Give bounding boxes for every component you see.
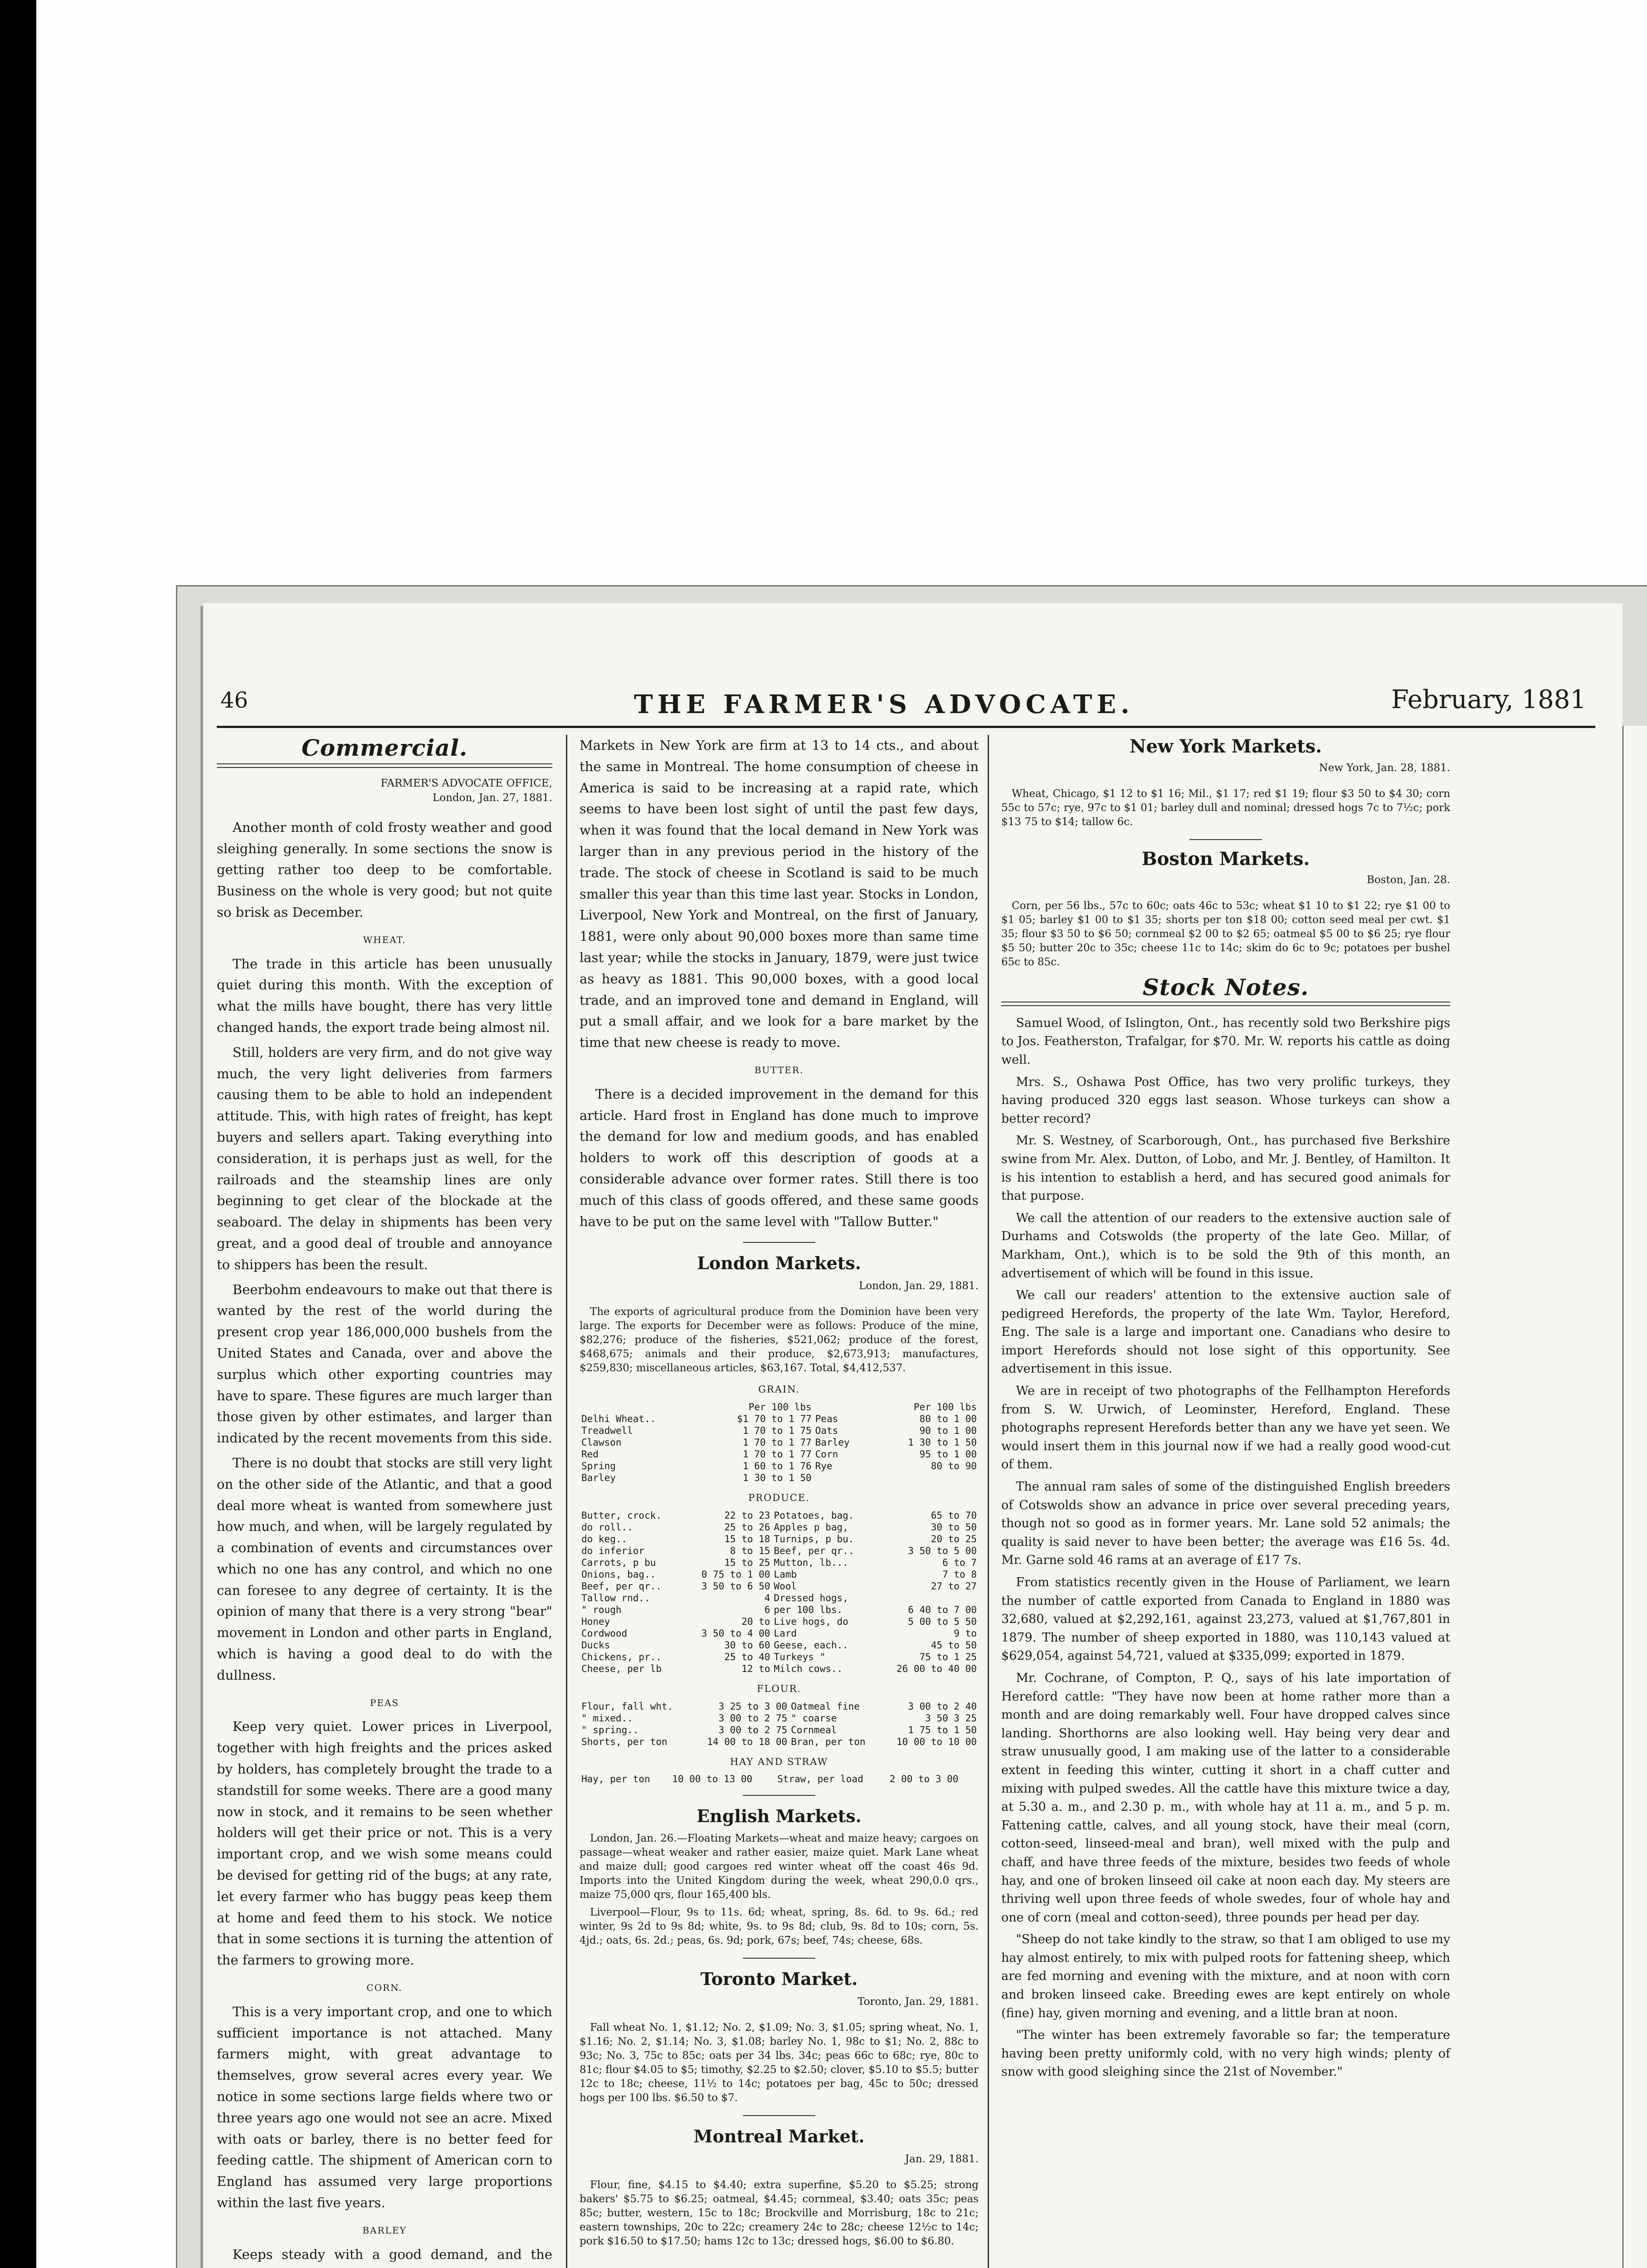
stock-note-paragraph: We call the attention of our readers to the extensive auction sale of Durhams and Cotswolds (the property of the late Geo. Millar, of Markham, Ont.), which is to be sold the 9th of this month, an advertisement of which will be found in this issue.	[1001, 1211, 1450, 1281]
section-rule	[1189, 839, 1262, 840]
dateline-date: London, Jan. 27, 1881.	[432, 792, 552, 804]
table-cell: 3 00 to 2 75	[718, 1712, 788, 1724]
table-cell: Beef, per qr..	[774, 1545, 854, 1556]
title-rule	[217, 763, 552, 768]
section-rule	[743, 1958, 815, 1959]
table-cell	[875, 1592, 979, 1604]
stock-note-paragraph: We are in receipt of two photographs of the Fellhampton Herefords from S. W. Urwich, of Leominster, Hereford, England. These photographs represent Herefords better than any we have yet seen. We would insert them in this journal now if we had a really good wood-cut of them.	[1001, 1384, 1450, 1472]
table-cell: 4	[764, 1592, 770, 1603]
masthead: THE FARMER'S ADVOCATE.	[634, 689, 1134, 719]
table-cell: 20 to	[741, 1616, 770, 1627]
stock-note-paragraph: "The winter has been extremely favorable so far; the temperature having been pretty uniformly cold, with no very high winds; plenty of snow with good sleighing since the 21st of November."	[1001, 2028, 1450, 2079]
table-cell: 3 00 to 2 40	[908, 1701, 977, 1712]
table-cell: Lamb	[774, 1569, 797, 1580]
table-cell: Flour, fall wht.	[581, 1701, 673, 1712]
table-cell: $1 70 to 1 77	[737, 1413, 812, 1424]
wheat-paragraph: Still, holders are very firm, and do not give way much, the very light deliveries from farmers causing them to be able to hold an independent attitude. This, with high rates of freight, has kept buyers and sellers apart. Taking everything into consideration, it is perhaps just as well, for the railroads and the steamship lines are only beginning to get clear of the blockade at the seaboard. The delay in shipments has been very great, and a good deal of trouble and annoyance to shippers has been the result.	[217, 1044, 552, 1272]
table-cell	[814, 1472, 870, 1484]
barley-heading: BARLEY	[362, 2224, 407, 2236]
table-cell: 1 70 to 1 77	[742, 1437, 812, 1448]
table-row	[580, 1712, 979, 1724]
wheat-paragraph: There is no doubt that stocks are still very light on the other side of the Atlantic, and that a good deal more wheat is wanted from somewhere just how much, and when, will be largely regulated by a combination of events and circumstances over which no one has any control, and which no one can foresee to any degree of certainty. It is the opinion of many that there is a very strong "bear" movement in London and other parts in England, which is having a good deal to do with the dullness.	[217, 1455, 552, 1683]
english-paragraph: London, Jan. 26.—Floating Markets—wheat and maize heavy; cargoes on passage—wheat weaker and rather easier, maize quiet. Mark Lane wheat and maize dull; good cargoes red winter wheat off the coast 46s 9d. Imports into the United Kingdom during the week, wheat 290,0.0 qrs., maize 75,000 qrs, flour 165,400 bls.	[580, 1833, 979, 1901]
table-cell: Milch cows..	[774, 1663, 843, 1674]
table-cell: 3 25 to 3 00	[718, 1701, 788, 1712]
section-rule	[743, 1242, 815, 1243]
stock-note-paragraph: Mr. Cochrane, of Compton, P. Q., says of his late importation of Hereford cattle: "They have now been at home rather more than a month and are doing remarkably well. Four have dropped calves since landing. Shorthorns are also looking well. Hay being very dear and straw unusually good, I am making use of the latter to a considerable extent in feeding this winter, cutting it short in a chaff cutter and mixing with pulped swedes. All the cattle have this mixture twice a day, at 5.30 a. m., and 2.30 p. m., with whole hay at 11 a. m., and 5 p. m. Fattening cattle, calves, and all young stock, have their meal (corn, cotton-seed, linseed-meal and bran), well mixed with the pulp and chaff, and have three feeds of the mixture, besides two feeds of whole hay, and one of broken linseed oil cake at noon each day. My steers are thriving well upon three feeds of whole swedes, four of whole hay and one of corn (meal and cotton-seed), three pounds per head per day.	[1001, 1671, 1450, 1925]
table-cell: Chickens, pr..	[581, 1651, 662, 1662]
adjacent-page-edge	[1623, 726, 1647, 2268]
table-row	[580, 1580, 979, 1592]
butter-heading: BUTTER.	[754, 1064, 804, 1075]
stock-note-paragraph: The annual ram sales of some of the distinguished English breeders of Cotswolds show an advance in price over several preceding years, though not so good as in former years. Mr. Lane sold 52 animals; the quality is said never to have been better; the average was £16 5s. 4d. Mr. Garne sold 46 rams at an average of £17 7s.	[1001, 1480, 1450, 1568]
table-cell: 3 00 to 2 75	[718, 1724, 788, 1735]
table-cell: Honey	[581, 1616, 610, 1627]
table-cell: per 100 lbs.	[774, 1604, 843, 1615]
table-cell: 26 00 to 40 00	[896, 1663, 977, 1674]
stock-notes-title: Stock Notes.	[1142, 974, 1309, 1001]
table-cell: 20 to 25	[931, 1533, 977, 1545]
new-york-dateline: New York, Jan. 28, 1881.	[1319, 762, 1450, 774]
stock-note-paragraph: From statistics recently given in the House of Parliament, we learn the number of cattle exported from Canada to England in 1880 was 32,680, valued at $2,292,161, against 23,273, valued at $1,767,801 in 1879. The number of sheep exported in 1880, was 110,143 valued at $629,054, against 54,721, valued at $335,099; exported in 1879.	[1001, 1575, 1450, 1663]
table-row	[580, 1628, 979, 1639]
commercial-title: Commercial.	[301, 734, 468, 761]
london-paragraph: The exports of agricultural produce from the Dominion have been very large. The exports for December were as follows: Produce of the mine, $82,276; produce of the fisheries, $521,062; produce of the forest, $468,675; animals and their produce, $2,673,913; manufactures, $259,830; miscellaneous articles, $63,167. Total, $4,412,537.	[580, 1306, 979, 1374]
table-cell: 15 to 25	[724, 1557, 770, 1568]
table-cell: 80 to 1 00	[919, 1413, 977, 1424]
table-cell: " rough	[581, 1604, 622, 1615]
table-cell: do roll..	[581, 1521, 633, 1533]
table-cell: 30 to 50	[931, 1521, 977, 1533]
table-cell: 9 to	[954, 1628, 977, 1639]
table-cell: Per 100 lbs	[748, 1401, 812, 1413]
table-cell: Tallow rnd..	[581, 1592, 650, 1603]
flour-table	[580, 1701, 979, 1748]
produce-table	[580, 1510, 979, 1675]
table-cell: Hay, per ton	[581, 1774, 650, 1785]
table-cell: Bran, per ton	[791, 1736, 866, 1747]
london-markets-title: London Markets.	[697, 1253, 861, 1274]
table-cell: Onions, bag..	[581, 1569, 656, 1580]
table-cell: Cordwood	[581, 1628, 628, 1639]
boston-markets-title: Boston Markets.	[1141, 848, 1310, 870]
table-cell: Butter, crock.	[581, 1510, 662, 1521]
page-number: 46	[220, 688, 249, 713]
wheat-heading: WHEAT.	[363, 934, 406, 945]
peas-paragraph: Keep very quiet. Lower prices in Liverpool, together with high freights and the prices asked by holders, has completely brought the trade to a standstill for some weeks. There are a good many now in stock, and it remains to be seen whether holders will get their price or not. This is a very important crop, and we wish some means could be devised for getting rid of the bugs; at any rate, let every farmer who has buggy peas keep them at home and feed them to his stock. We notice that in some sections it is turning the attention of the farmers to growing more.	[217, 1719, 552, 1968]
table-cell: Apples p bag,	[774, 1521, 848, 1533]
new-york-paragraph: Wheat, Chicago, $1 12 to $1 16; Mil., $1 17; red $1 19; flour $3 50 to $4 30; corn 55c to 57c; rye, 97c to $1 01; barley dull and nominal; dressed hogs 7c to 7½c; pork $13 75 to $14; tallow 6c.	[1001, 787, 1450, 828]
table-cell: 0 75 to 1 00	[701, 1569, 770, 1580]
column-markets	[580, 735, 979, 2252]
table-cell: Barley	[581, 1472, 616, 1483]
table-cell: 45 to 50	[931, 1639, 977, 1651]
table-cell: 6 40 to 7 00	[908, 1604, 977, 1615]
column-commercial	[217, 735, 552, 2268]
table-cell: 65 to 70	[931, 1510, 977, 1521]
table-cell: " coarse	[791, 1712, 837, 1724]
table-cell	[580, 1401, 697, 1413]
table-cell: Clawson	[581, 1437, 622, 1448]
table-cell: Barley	[815, 1437, 850, 1448]
table-cell: Cheese, per lb	[581, 1663, 662, 1674]
table-cell: Delhi Wheat..	[581, 1413, 656, 1424]
table-cell: Cornmeal	[791, 1724, 837, 1735]
toronto-dateline: Toronto, Jan. 29, 1881.	[858, 1995, 979, 2008]
commercial-dateline	[217, 776, 552, 805]
table-row	[580, 1639, 979, 1651]
table-cell: 90 to 1 00	[919, 1425, 977, 1436]
montreal-market-title: Montreal Market.	[693, 2126, 865, 2146]
table-cell: 15 to 18	[724, 1533, 770, 1545]
table-cell: Geese, each..	[774, 1639, 848, 1651]
table-cell: 25 to 40	[724, 1651, 770, 1662]
wheat-paragraph: The trade in this article has been unusually quiet during this month. With the exception of what the mills have bought, there has very little changed hands, the export trade being almost nil.	[217, 956, 552, 1035]
section-rule	[743, 2115, 815, 2116]
column-divider	[988, 735, 989, 2268]
table-cell: Carrots, p bu	[581, 1557, 656, 1568]
table-row	[580, 1545, 979, 1557]
english-paragraph: Liverpool—Flour, 9s to 11s. 6d; wheat, spring, 8s. 6d. to 9s. 6d.; red winter, 9s 2d to 9s 8d; white, 9s. to 9s 8d; club, 9s. 8d to 10s; corn, 5s. 4jd.; oats, 6s. 2d.; peas, 6s. 9d; pork, 67s; beef, 74s; cheese, 68s.	[580, 1906, 979, 1947]
table-cell: 95 to 1 00	[919, 1448, 977, 1460]
hay-table	[580, 1773, 979, 1785]
table-row	[580, 1604, 979, 1616]
toronto-paragraph: Fall wheat No. 1, $1.12; No. 2, $1.09; No. 3, $1.05; spring wheat, No. 1, $1.16; No. 2, $1.14; No. 3, $1.08; barley No. 1, 98c to $1; No. 2, 88c to 93c; No. 3, 75c to 85c; oats per 34 lbs. 34c; peas 66c to 68c; rye, 80c to 81c; flour $4.05 to $5; timothy, $2.25 to $2.50; clover, $5.10 to $5.5; butter 12c to 18c; cheese, 11½ to 14c; potatoes per bag, 45c to 50c; dressed hogs per 100 lbs. $6.50 to $7.	[580, 2021, 979, 2104]
table-cell: do inferior	[581, 1545, 645, 1556]
grain-heading: GRAIN.	[758, 1384, 800, 1395]
title-rule	[1001, 1002, 1450, 1006]
table-cell: Wool	[774, 1580, 797, 1592]
table-cell: 6 to 7	[942, 1557, 977, 1568]
new-york-markets-title: New York Markets.	[1129, 736, 1322, 757]
stock-note-paragraph: Mrs. S., Oshawa Post Office, has two very prolific turkeys, they having produced 320 eggs last season. Whose turkeys can show a better record?	[1001, 1075, 1450, 1126]
table-cell: 1 60 to 1 76	[742, 1460, 812, 1471]
table-row	[580, 1413, 979, 1425]
montreal-paragraph: Flour, fine, $4.15 to $4.40; extra superfine, $5.20 to $5.25; strong bakers' $5.75 to $6.25; oatmeal, $4.45; cornmeal, $3.40; oats 35c; peas 85c; butter, western, 15c to 18c; Brockville and Morrisburg, 18c to 21c; eastern townships, 20c to 22c; creamery 24c to 28c; cheese 12½c to 14c; pork $16.50 to $17.50; hams 12c to 13c; dressed hogs, $6.00 to $6.80.	[580, 2179, 979, 2247]
table-cell: Spring	[581, 1460, 616, 1471]
table-cell: 14 00 to 18 00	[707, 1736, 788, 1747]
toronto-market-title: Toronto Market.	[700, 1969, 858, 1989]
table-cell: Red	[581, 1448, 599, 1460]
flour-heading: FLOUR.	[757, 1683, 801, 1694]
table-cell: 27 to 27	[931, 1580, 977, 1592]
table-cell: 6	[764, 1604, 770, 1615]
butter-paragraph: There is a decided improvement in the demand for this article. Hard frost in England has done much to improve the demand for low and medium goods, and has enabled holders to work off this description of goods at a considerable advance over former rates. Still there is too much of this class of goods offered, and these same goods have to be put on the same level with "Tallow Butter."	[580, 1086, 979, 1229]
table-cell: Rye	[815, 1460, 833, 1471]
commercial-intro: Another month of cold frosty weather and good sleighing generally. In some sections the snow is getting rather too deep to be comfortable. Business on the whole is very good; but not quite so brisk as December.	[217, 819, 552, 920]
table-cell: 25 to 26	[724, 1521, 770, 1533]
table-cell: 3 50 to 6 50	[701, 1580, 770, 1592]
table-row	[580, 1472, 979, 1484]
table-row	[580, 1569, 979, 1580]
table-cell: Peas	[815, 1413, 838, 1424]
table-cell: 5 00 to 5 50	[908, 1616, 977, 1627]
table-cell: 1 70 to 1 75	[742, 1425, 812, 1436]
table-row	[580, 1437, 979, 1448]
column-divider	[566, 735, 567, 2268]
table-cell: Beef, per qr..	[581, 1580, 662, 1592]
table-cell: Ducks	[581, 1639, 610, 1651]
table-cell: Oatmeal fine	[791, 1701, 860, 1712]
corn-heading: CORN.	[366, 1982, 403, 1994]
barley-paragraph: Keeps steady with a good demand, and the	[232, 2246, 552, 2262]
table-cell: Mutton, lb...	[774, 1557, 848, 1568]
table-cell: 75 to 1 25	[919, 1651, 977, 1662]
stock-note-paragraph: We call our readers' attention to the extensive auction sale of pedigreed Herefords, the property of the late Wm. Taylor, Hereford, Eng. The sale is a large and important one. Canadians who desire to import Herefords should not lose sight of this opportunity. See advertisement in this issue.	[1001, 1288, 1450, 1376]
produce-heading: PRODUCE.	[748, 1492, 810, 1503]
table-cell: 12 to	[741, 1663, 770, 1674]
hay-heading: HAY AND STRAW	[730, 1756, 828, 1767]
table-cell: 3 50 to 4 00	[701, 1628, 770, 1639]
table-cell: " mixed..	[581, 1712, 633, 1724]
table-cell: 8 to 15	[730, 1545, 770, 1556]
table-row	[580, 1448, 979, 1460]
table-row	[580, 1663, 979, 1675]
section-rule	[743, 1795, 815, 1796]
stock-note-paragraph: Samuel Wood, of Islington, Ont., has recently sold two Berkshire pigs to Jos. Featherston, Trafalgar, for $70. Mr. W. reports his cattle as doing well.	[1001, 1016, 1450, 1067]
table-cell: 2 00 to 3 00	[889, 1774, 959, 1785]
table-row	[580, 1736, 979, 1748]
table-row	[580, 1592, 979, 1604]
table-cell: 10 00 to 13 00	[672, 1774, 753, 1785]
montreal-dateline: Jan. 29, 1881.	[905, 2153, 979, 2165]
table-cell: 3 50 to 5 00	[908, 1545, 977, 1556]
header-rule	[217, 726, 1595, 728]
wheat-paragraph: Beerbohm endeavours to make out that there is wanted by the rest of the world during the present crop year 186,000,000 bushels from the United States and Canada, over and above the surplus which other exporting countries may have to spare. These figures are much larger than those given by other estimates, and larger than indicated by the recent movements from this side.	[217, 1281, 552, 1446]
table-row	[580, 1557, 979, 1569]
table-cell: 22 to 23	[724, 1510, 770, 1521]
table-cell: do keg..	[581, 1533, 628, 1545]
table-cell: 7 to 8	[942, 1569, 977, 1580]
table-row	[580, 1521, 979, 1533]
table-cell: Treadwell	[581, 1425, 633, 1436]
corn-paragraph: This is a very important crop, and one to which sufficient importance is not attached. Many farmers might, with great advantage to themselves, grow several acres every year. We notice in some sections large fields where two or three years ago one would not see an acre. Mixed with oats or barley, there is no better feed for feeding cattle. The shipment of American corn to England has assumed very large proportions within the last five years.	[217, 2004, 552, 2210]
table-cell: 80 to 90	[931, 1460, 977, 1471]
newspaper-page	[203, 603, 1623, 2268]
column-stock-notes	[1001, 735, 1450, 2085]
table-cell: 1 30 to 1 50	[742, 1472, 812, 1483]
table-cell: Potatoes, bag.	[774, 1510, 854, 1521]
table-cell: Oats	[815, 1425, 838, 1436]
table-row	[580, 1460, 979, 1472]
table-cell: " spring..	[581, 1724, 639, 1735]
boston-paragraph: Corn, per 56 lbs., 57c to 60c; oats 46c to 53c; wheat $1 10 to $1 22; rye $1 00 to $1 05; barley $1 00 to $1 35; shorts per ton $18 00; cotton seed meal per cwt. $1 35; flour $3 50 to $6 50; cornmeal $2 00 to $2 65; oatmeal $5 00 to $6 25; rye flour $5 50; butter 20c to 35c; cheese 11c to 14c; skim do 6c to 9c; potatoes per bushel 65c to 85c.	[1001, 900, 1450, 968]
table-row	[580, 1425, 979, 1437]
table-cell: Corn	[815, 1448, 838, 1460]
stock-note-paragraph: "Sheep do not take kindly to the straw, so that I am obliged to use my hay almost entirely, to mix with pulped roots for fattening sheep, which are fed morning and evening with the mixture, and at noon with corn and broken linseed cake. Breeding ewes are kept entirely on whole (fine) hay, given morning and evening, and a little bran at noon.	[1001, 1932, 1450, 2020]
table-cell: 1 30 to 1 50	[908, 1437, 977, 1448]
issue-date: February, 1881	[1391, 685, 1586, 714]
table-cell: Live hogs, do	[774, 1616, 848, 1627]
stock-notes-list	[1001, 1014, 1450, 2082]
table-cell: Straw, per load	[777, 1774, 863, 1785]
table-cell: Lard	[774, 1628, 797, 1639]
stock-note-paragraph: Mr. S. Westney, of Scarborough, Ont., has purchased five Berkshire swine from Mr. Alex. Dutton, of Lobo, and Mr. J. Bentley, of Hamilton. It is his intention to establish a herd, and has secured good animals for that purpose.	[1001, 1134, 1450, 1203]
table-cell: Dressed hogs,	[774, 1592, 848, 1603]
table-cell: 1 70 to 1 77	[742, 1448, 812, 1460]
table-cell: Turnips, p bu.	[774, 1533, 854, 1545]
table-row	[580, 1401, 979, 1413]
table-cell: 3 50 3 25	[925, 1712, 977, 1724]
table-row	[580, 1701, 979, 1712]
page-header	[217, 680, 1604, 721]
english-markets-title: English Markets.	[697, 1806, 862, 1827]
table-cell: 1 75 to 1 50	[908, 1724, 977, 1735]
london-dateline: London, Jan. 29, 1881.	[858, 1280, 979, 1292]
table-cell	[814, 1401, 870, 1413]
boston-dateline: Boston, Jan. 28.	[1366, 874, 1450, 886]
table-row	[580, 1616, 979, 1628]
dateline-office: FARMER'S ADVOCATE OFFICE,	[380, 777, 552, 789]
table-row	[580, 1773, 979, 1785]
table-row	[580, 1724, 979, 1736]
table-cell: Shorts, per ton	[581, 1736, 668, 1747]
table-cell	[870, 1472, 979, 1484]
cheese-continued: Markets in New York are firm at 13 to 14 cts., and about the same in Montreal. The home consumption of cheese in America is said to be increasing at a rapid rate, which seems to have been lost sight of until the past few days, when it was found that the local demand in New York was larger than in any previous period in the history of the trade. The stock of cheese in Scotland is said to be much smaller this year than this time last year. Stocks in London, Liverpool, New York and Montreal, on the first of January, 1881, were only about 90,000 boxes more than same time last year; while the stocks in January, 1879, were just twice as heavy as 1881. This 90,000 boxes, with a good local trade, and an improved tone and demand in England, will put a small affair, and we look for a bare market by the time that new cheese is ready to move.	[580, 738, 979, 1051]
grain-table	[580, 1401, 979, 1484]
table-cell: 10 00 to 10 00	[896, 1736, 977, 1747]
table-cell: Turkeys "	[774, 1651, 826, 1662]
table-cell: Per 100 lbs	[913, 1401, 977, 1413]
peas-heading: PEAS	[370, 1697, 400, 1708]
table-row	[580, 1510, 979, 1521]
table-cell: 30 to 60	[724, 1639, 770, 1651]
table-row	[580, 1533, 979, 1545]
table-row	[580, 1651, 979, 1663]
